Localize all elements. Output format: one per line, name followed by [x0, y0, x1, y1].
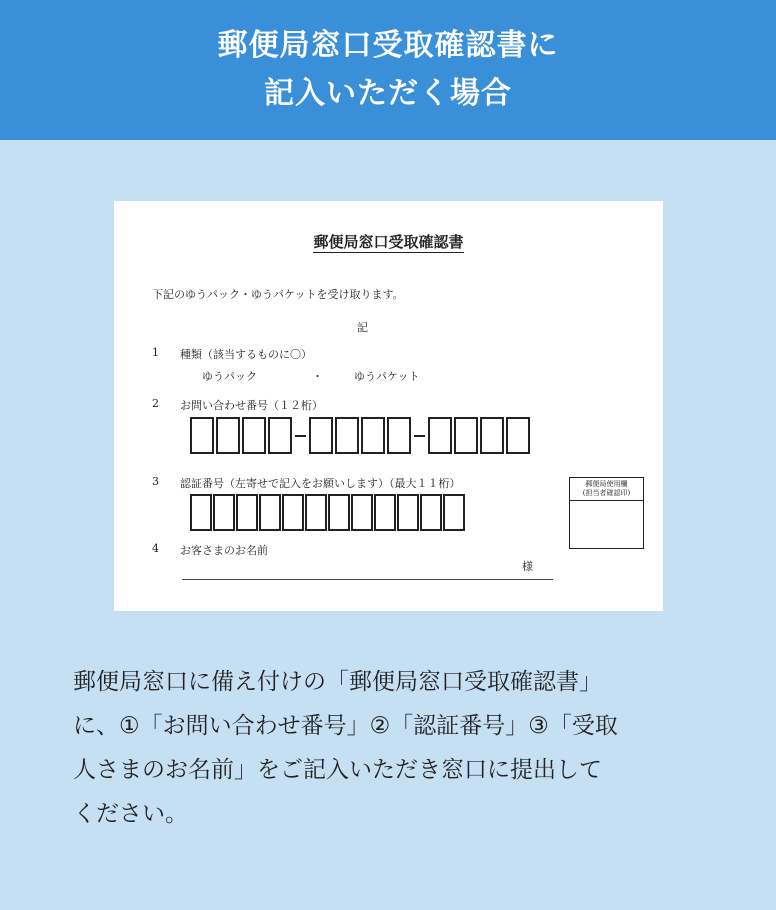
- instruction-line2: に、①「お問い合わせ番号」②「認証番号」③「受取: [73, 713, 618, 739]
- inquiry-digit-box: [454, 417, 478, 454]
- inquiry-digit-box: [480, 417, 504, 454]
- item1-number: 1: [152, 346, 159, 359]
- form-ki: 記: [357, 321, 368, 334]
- page-header: [0, 0, 776, 140]
- inquiry-hyphen: [414, 435, 425, 437]
- auth-digit-box: [236, 494, 258, 531]
- inquiry-digit-box: [335, 417, 359, 454]
- auth-digit-box: [443, 494, 465, 531]
- option-separator: ・: [312, 370, 323, 383]
- auth-digit-box: [259, 494, 281, 531]
- sama-suffix: 様: [522, 560, 533, 573]
- form-title: 郵便局窓口受取確認書: [313, 233, 464, 251]
- instruction-text: [73, 660, 713, 836]
- confirmation-form-image: [114, 201, 663, 611]
- post-office-use-header: [570, 478, 643, 501]
- inquiry-hyphen: [295, 435, 306, 437]
- stamp-label-line1: 郵便局使用欄: [585, 480, 628, 488]
- inquiry-digit-box: [387, 417, 411, 454]
- inquiry-digit-box: [428, 417, 452, 454]
- auth-digit-box: [351, 494, 373, 531]
- auth-digit-box: [374, 494, 396, 531]
- item3-number: 3: [152, 475, 159, 488]
- auth-digit-box: [190, 494, 212, 531]
- inquiry-digit-box: [268, 417, 292, 454]
- header-title-line2: 記入いただく場合: [264, 76, 512, 111]
- instruction-line3: 人さまのお名前」をご記入いただき窓口に提出して: [73, 757, 602, 783]
- header-title-line1: 郵便局窓口受取確認書に: [217, 28, 559, 63]
- auth-digit-box: [282, 494, 304, 531]
- option-yu-pack: ゆうパック: [202, 370, 257, 383]
- item3-label: 認証番号（左寄せで記入をお願いします）（最大１１桁）: [180, 477, 461, 490]
- item1-label: 種類（該当するものに〇）: [180, 348, 312, 361]
- inquiry-digit-box: [242, 417, 266, 454]
- item4-number: 4: [152, 542, 159, 555]
- item2-number: 2: [152, 397, 159, 410]
- instruction-line1: 郵便局窓口に備え付けの「郵便局窓口受取確認書」: [73, 669, 602, 695]
- auth-digit-box: [213, 494, 235, 531]
- inquiry-digit-box: [190, 417, 214, 454]
- name-underline: [182, 579, 553, 580]
- form-intro: 下記のゆうパック・ゆうパケットを受け取ります。: [152, 288, 404, 301]
- auth-digit-box: [397, 494, 419, 531]
- inquiry-digit-box: [216, 417, 240, 454]
- auth-digit-box: [305, 494, 327, 531]
- inquiry-digit-box: [506, 417, 530, 454]
- inquiry-digit-box: [361, 417, 385, 454]
- stamp-label-line2: (担当者確認印): [582, 489, 631, 497]
- item4-label: お客さまのお名前: [180, 544, 268, 557]
- option-yu-packet: ゆうパケット: [354, 370, 420, 383]
- item2-label: お問い合わせ番号（１２桁）: [180, 399, 323, 412]
- auth-digit-box: [420, 494, 442, 531]
- post-office-use-box: [569, 477, 644, 549]
- instruction-line4: ください。: [73, 801, 188, 827]
- auth-digit-box: [328, 494, 350, 531]
- inquiry-digit-box: [309, 417, 333, 454]
